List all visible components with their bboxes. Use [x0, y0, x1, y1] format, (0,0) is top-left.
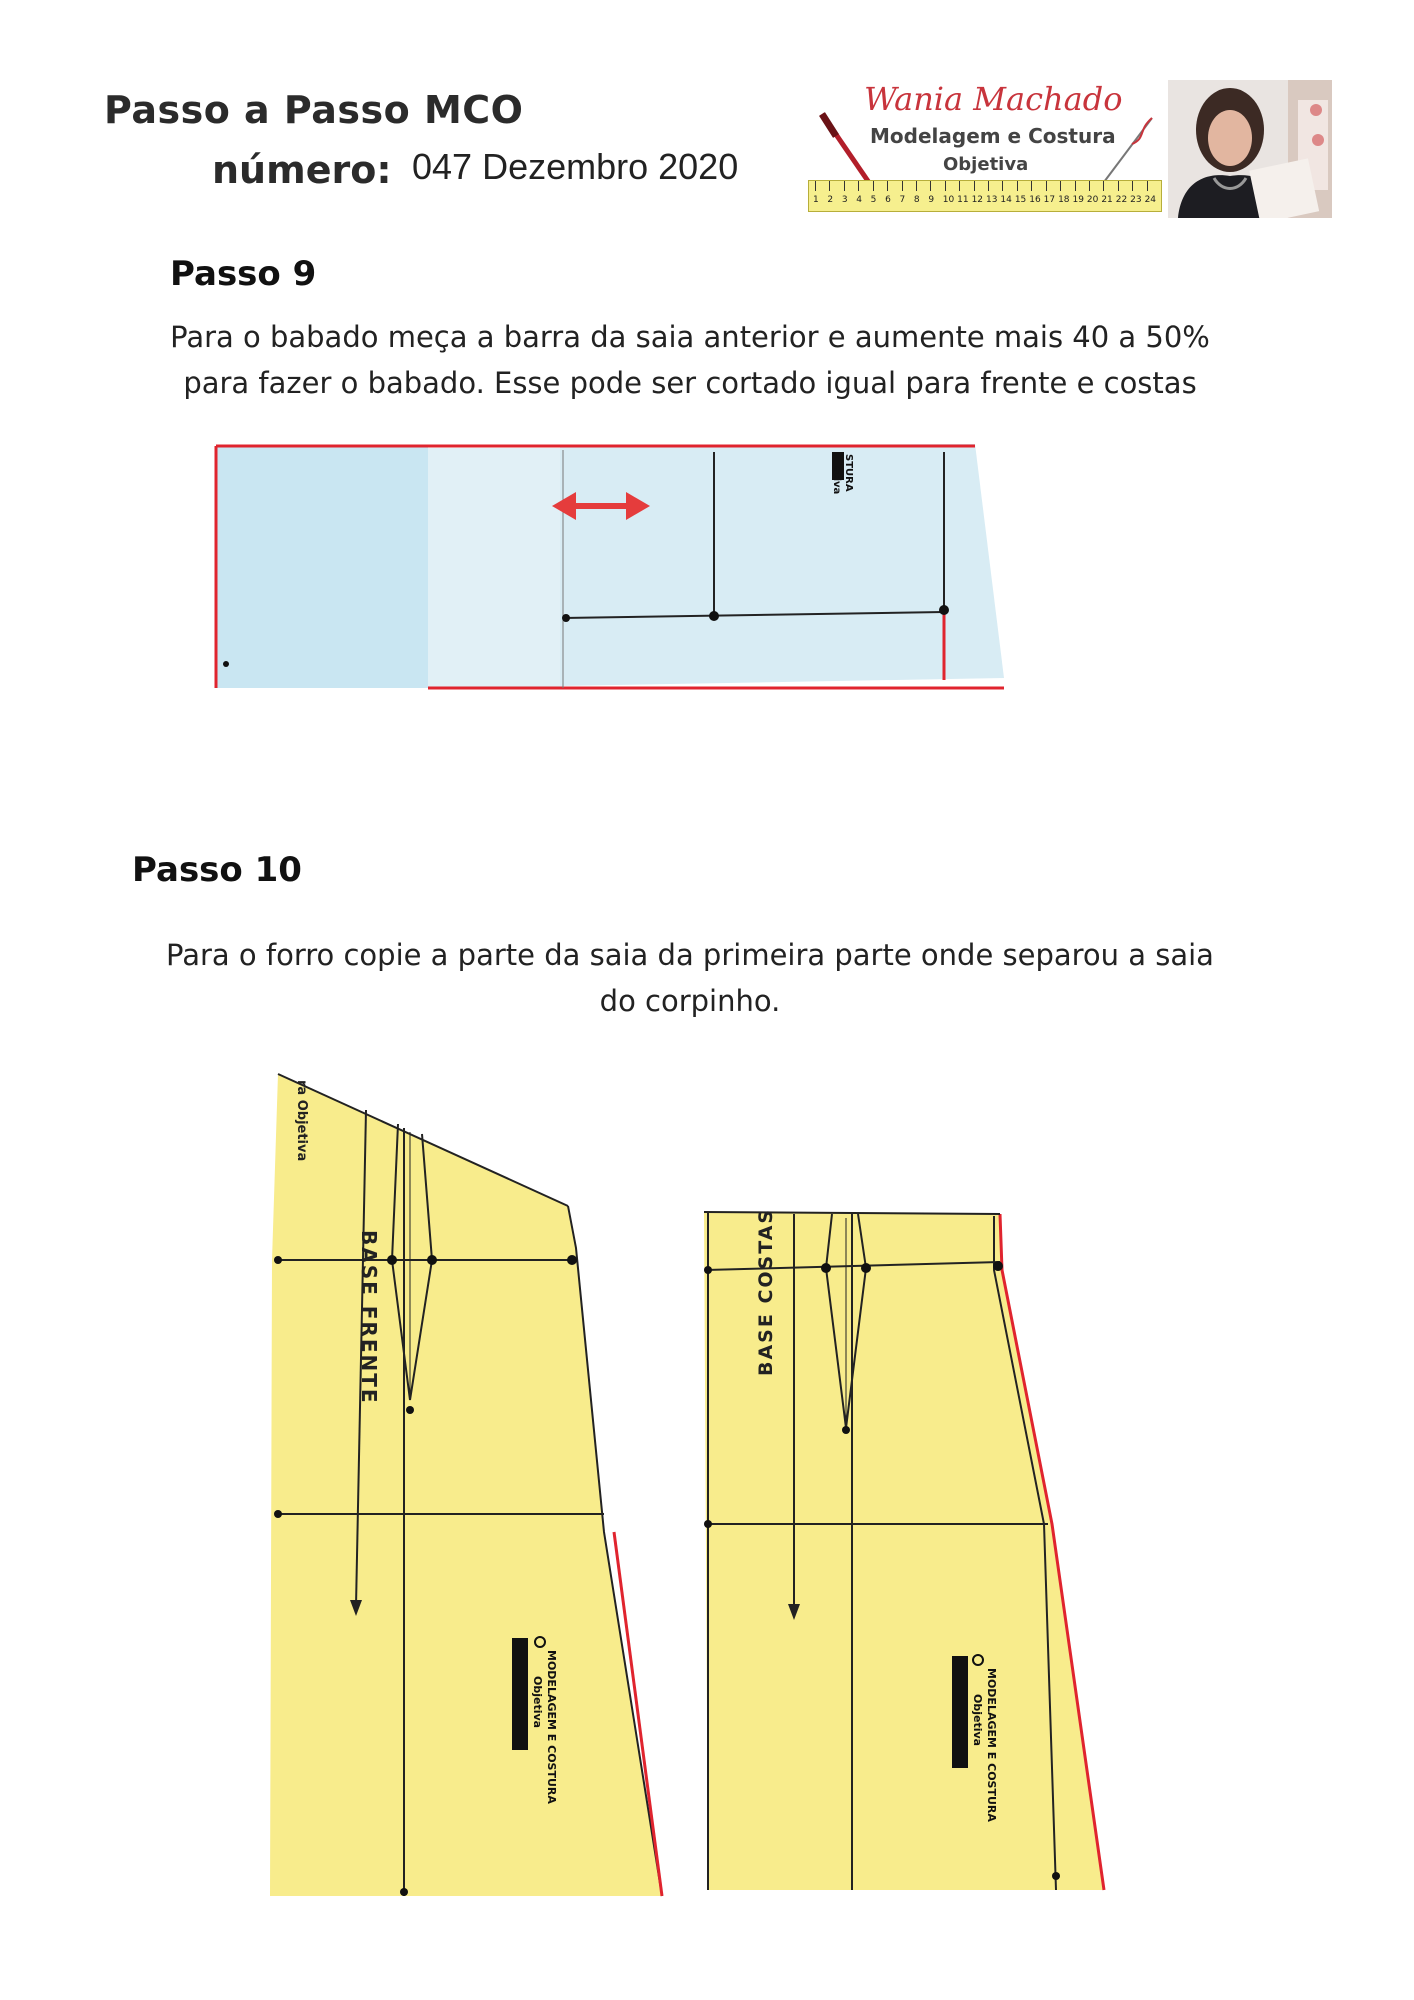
front-point	[427, 1255, 437, 1265]
logo-line1: Modelagem e Costura	[870, 124, 1116, 148]
babado-middle-piece	[428, 448, 563, 688]
babado-stamp-text2: etiva	[831, 466, 842, 495]
babado-point	[562, 614, 570, 622]
front-corner-label: ra Objetiva	[294, 1080, 309, 1162]
front-label: BASE FRENTE	[357, 1230, 381, 1405]
tape-number: 13	[986, 195, 998, 205]
tape-number: 22	[1115, 195, 1128, 205]
front-stamp-text2: Objetiva	[531, 1676, 544, 1729]
babado-left-piece	[216, 446, 428, 688]
logo-line2: Objetiva	[943, 154, 1029, 175]
front-stamp-ruler	[512, 1638, 528, 1750]
number-label: número:	[212, 148, 392, 192]
tape-number: 23	[1130, 195, 1142, 205]
tape-number: 14	[1000, 195, 1012, 205]
babado-point	[223, 661, 229, 667]
tape-number: 12	[971, 195, 984, 205]
front-point	[400, 1888, 408, 1896]
back-point	[704, 1520, 712, 1528]
tape-number: 17	[1043, 195, 1056, 205]
tape-number: 4	[856, 195, 862, 205]
front-point	[387, 1255, 397, 1265]
logo-script-name: Wania Machado	[864, 80, 1123, 118]
tape-number: 24	[1144, 195, 1157, 205]
tape-number: 15	[1014, 195, 1027, 205]
tape-number: 3	[841, 195, 848, 205]
number-value: 047 Dezembro 2020	[412, 146, 739, 187]
front-skirt-paper	[270, 1074, 662, 1896]
tape-number: 18	[1058, 195, 1070, 205]
step-10-text-line1: Para o forro copie a parte da saia da primeira parte onde separou a saia	[166, 938, 1214, 972]
front-skirt-pattern	[270, 1074, 662, 1896]
babado-point	[939, 605, 949, 615]
tape-number: 2	[827, 195, 834, 205]
step-9-text-line1: Para o babado meça a barra da saia anterior e aumente mais 40 a 50%	[170, 320, 1210, 354]
tape-number: 21	[1101, 195, 1113, 205]
babado-stamp-text: STURA	[843, 454, 854, 492]
tape-number: 11	[957, 195, 969, 205]
tape-number: 5	[870, 195, 877, 205]
front-point	[274, 1256, 282, 1264]
back-stamp-text1: MODELAGEM E COSTURA	[985, 1668, 998, 1822]
tape-number: 9	[928, 195, 935, 205]
back-point	[861, 1263, 871, 1273]
front-point	[567, 1255, 577, 1265]
babado-pattern	[216, 444, 1004, 688]
back-point	[821, 1263, 831, 1273]
back-point	[993, 1261, 1003, 1271]
back-label: BASE COSTAS	[755, 1207, 777, 1376]
tape-number: 1	[813, 195, 819, 205]
back-stamp-text2: Objetiva	[971, 1694, 984, 1747]
back-skirt-pattern	[704, 1208, 1104, 1890]
step-10-text	[60, 932, 1320, 1024]
back-point	[1052, 1872, 1060, 1880]
front-point	[274, 1510, 282, 1518]
front-stamp-text1: MODELAGEM E COSTURA	[545, 1650, 558, 1804]
tape-number: 10	[942, 195, 955, 205]
tape-number: 6	[885, 195, 891, 205]
document-title: Passo a Passo MCO	[104, 88, 524, 132]
back-point	[842, 1426, 850, 1434]
tape-number: 16	[1029, 195, 1041, 205]
front-point	[406, 1406, 414, 1414]
back-stamp-ruler	[952, 1656, 968, 1768]
tape-number: 19	[1072, 195, 1084, 205]
step-10-title: Passo 10	[132, 850, 302, 890]
step-10-text-line2: do corpinho.	[599, 984, 781, 1018]
tape-number: 20	[1086, 195, 1099, 205]
tape-number: 8	[913, 195, 920, 205]
babado-right-piece	[560, 444, 1004, 686]
babado-point	[709, 611, 719, 621]
tape-number: 7	[899, 195, 906, 205]
back-point	[704, 1266, 712, 1274]
step-9-title: Passo 9	[170, 254, 317, 294]
step-9-text-line2: para fazer o babado. Esse pode ser cortado igual para frente e costas	[183, 366, 1197, 400]
